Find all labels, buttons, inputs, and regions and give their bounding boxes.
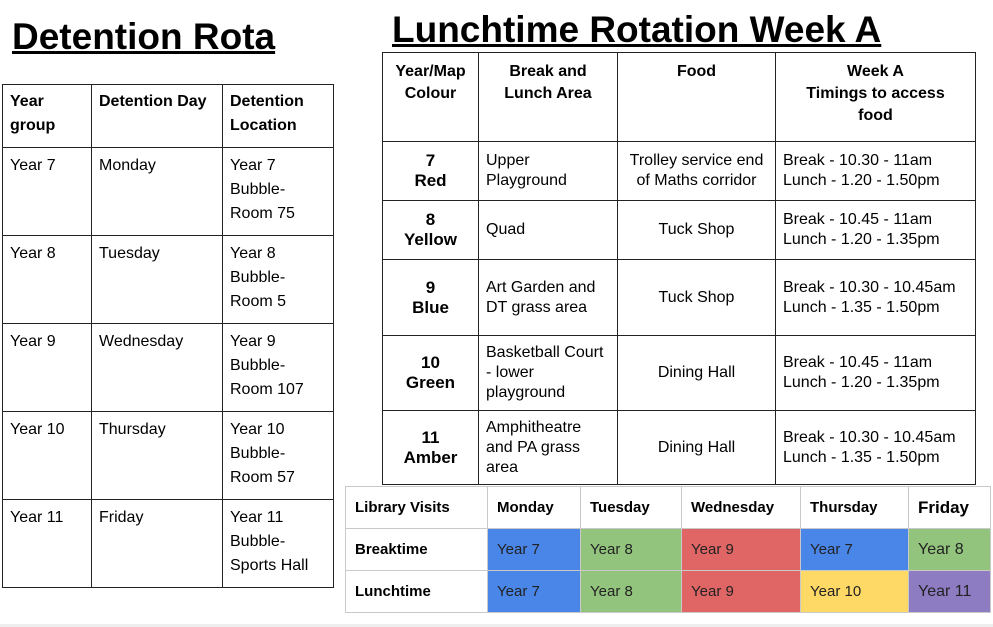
- table-row: [383, 260, 976, 336]
- header-line: Lunch Area: [504, 85, 592, 102]
- table-header-row: [383, 53, 976, 142]
- area-line: DT grass area: [486, 298, 588, 316]
- lunch-time: Lunch - 1.20 - 1.35pm: [783, 374, 940, 391]
- day-cell: Monday: [92, 148, 223, 236]
- area-line: Art Garden and: [486, 278, 596, 296]
- food-cell: [618, 336, 776, 411]
- visit-cell: Year 8: [581, 571, 682, 613]
- year-colour-cell: [383, 201, 479, 260]
- day-cell: Wednesday: [92, 324, 223, 412]
- lunch-time: Lunch - 1.20 - 1.35pm: [783, 231, 940, 248]
- food-line: Dining Hall: [657, 364, 736, 381]
- map-colour: Green: [405, 373, 456, 392]
- visit-cell: Year 7: [488, 529, 581, 571]
- location-line: Year 7: [230, 157, 276, 174]
- year-number: 7: [425, 151, 436, 170]
- visit-cell: Year 10: [801, 571, 909, 613]
- break-time: Break - 10.30 - 11am: [783, 152, 933, 169]
- location-line: Year 10: [230, 421, 285, 438]
- location-line: Bubble-: [230, 445, 286, 462]
- header-line: Colour: [404, 85, 457, 102]
- visit-cell: Year 9: [682, 571, 801, 613]
- visit-cell: Year 8: [909, 529, 991, 571]
- map-colour: Amber: [403, 447, 458, 467]
- area-line: Quad: [486, 221, 526, 238]
- location-line: Room 107: [230, 381, 304, 398]
- break-time: Break - 10.30 - 10.45am: [783, 278, 956, 296]
- location-line: Sports Hall: [230, 557, 309, 574]
- area-line: - lower: [486, 364, 535, 381]
- table-header-row: [346, 487, 991, 529]
- lunch-time: Lunch - 1.35 - 1.50pm: [783, 298, 940, 316]
- food-line: Tuck Shop: [658, 221, 735, 238]
- year-cell: Year 10: [3, 412, 92, 500]
- header-line: Break and: [509, 63, 587, 80]
- map-colour: Red: [414, 171, 447, 190]
- year-cell: Year 7: [3, 148, 92, 236]
- year-colour-cell: [383, 260, 479, 336]
- header-tuesday: Tuesday: [581, 487, 682, 529]
- area-cell: [479, 336, 618, 411]
- row-label-lunchtime: Lunchtime: [346, 571, 488, 613]
- location-line: Year 11: [230, 509, 284, 526]
- header-friday: Friday: [909, 487, 991, 529]
- location-line: Bubble-: [230, 181, 286, 198]
- food-cell: [618, 201, 776, 260]
- location-cell: [223, 412, 334, 500]
- table-row: [3, 324, 334, 412]
- location-line: Bubble-: [230, 357, 286, 374]
- break-time: Break - 10.45 - 11am: [783, 211, 933, 228]
- year-cell: Year 8: [3, 236, 92, 324]
- area-cell: [479, 142, 618, 201]
- day-cell: Tuesday: [92, 236, 223, 324]
- location-line: Year 9: [230, 333, 276, 350]
- location-cell: [223, 500, 334, 588]
- timing-cell: [776, 411, 976, 485]
- location-line: Bubble-: [230, 533, 286, 550]
- header-line: Year/Map: [395, 63, 466, 80]
- timing-cell: [776, 336, 976, 411]
- food-cell: [618, 142, 776, 201]
- food-cell: [618, 411, 776, 485]
- area-line: Basketball Court: [486, 344, 604, 361]
- header-thursday: Thursday: [801, 487, 909, 529]
- lunch-time: Lunch - 1.35 - 1.50pm: [783, 448, 940, 466]
- table-row: [383, 201, 976, 260]
- header-library-visits: Library Visits: [346, 487, 488, 529]
- year-number: 11: [421, 427, 440, 447]
- year-cell: Year 9: [3, 324, 92, 412]
- location-cell: [223, 324, 334, 412]
- table-row: [3, 500, 334, 588]
- area-line: playground: [486, 384, 566, 401]
- header-year-map-colour: [383, 53, 479, 142]
- table-row: [3, 148, 334, 236]
- lunch-time: Lunch - 1.20 - 1.50pm: [783, 172, 940, 189]
- area-cell: [479, 201, 618, 260]
- header-line: Timings to access: [806, 85, 945, 102]
- table-row: [383, 142, 976, 201]
- location-cell: [223, 148, 334, 236]
- table-row: [383, 336, 976, 411]
- detention-rota-title: Detention Rota: [12, 16, 276, 57]
- table-row: [3, 412, 334, 500]
- year-number: 8: [425, 210, 436, 229]
- location-line: Room 57: [230, 469, 295, 486]
- location-cell: [223, 236, 334, 324]
- table-row: [346, 571, 991, 613]
- area-line: Upper: [486, 152, 530, 169]
- year-colour-cell: [383, 411, 479, 485]
- visit-cell: Year 7: [801, 529, 909, 571]
- library-visits-table: [345, 486, 991, 613]
- break-time: Break - 10.30 - 10.45am: [783, 428, 956, 446]
- visit-cell: Year 8: [581, 529, 682, 571]
- table-row: [383, 411, 976, 485]
- timing-cell: [776, 260, 976, 336]
- timing-cell: [776, 142, 976, 201]
- food-line: Dining Hall: [657, 438, 736, 456]
- location-line: Room 5: [230, 293, 287, 310]
- year-colour-cell: [383, 142, 479, 201]
- header-detention-day: Detention Day: [92, 85, 223, 148]
- break-time: Break - 10.45 - 11am: [783, 354, 933, 371]
- map-colour: Yellow: [404, 230, 457, 249]
- visit-cell: Year 7: [488, 571, 581, 613]
- location-line: Room 75: [230, 205, 295, 222]
- food-line: of Maths corridor: [636, 172, 757, 189]
- header-break-lunch-area: [479, 53, 618, 142]
- day-cell: Friday: [92, 500, 223, 588]
- table-header-row: [3, 85, 334, 148]
- year-colour-cell: [383, 336, 479, 411]
- header-line: Food: [676, 63, 717, 80]
- year-number: 10: [421, 353, 440, 372]
- day-cell: Thursday: [92, 412, 223, 500]
- visit-cell: Year 9: [682, 529, 801, 571]
- area-line: and PA grass: [486, 438, 580, 456]
- visit-cell: Year 11: [909, 571, 991, 613]
- lunchtime-rotation-table: [382, 52, 976, 485]
- year-number: 9: [425, 277, 436, 297]
- header-detention-location: Detention Location: [223, 85, 334, 148]
- header-line: food: [858, 107, 893, 124]
- area-line: Playground: [486, 172, 567, 189]
- header-year-group: Year group: [3, 85, 92, 148]
- timing-cell: [776, 201, 976, 260]
- header-wednesday: Wednesday: [682, 487, 801, 529]
- detention-rota-table: [2, 84, 334, 588]
- food-line: Tuck Shop: [658, 288, 735, 306]
- year-cell: Year 11: [3, 500, 92, 588]
- table-row: [346, 529, 991, 571]
- table-row: [3, 236, 334, 324]
- area-cell: [479, 411, 618, 485]
- food-line: Trolley service end: [629, 152, 764, 169]
- map-colour: Blue: [412, 297, 449, 317]
- area-line: Amphitheatre: [486, 418, 582, 436]
- food-cell: [618, 260, 776, 336]
- header-line: Week A: [847, 63, 904, 80]
- location-line: Bubble-: [230, 269, 286, 286]
- area-cell: [479, 260, 618, 336]
- area-line: area: [486, 458, 519, 476]
- row-label-breaktime: Breaktime: [346, 529, 488, 571]
- location-line: Year 8: [230, 245, 276, 262]
- lunchtime-rotation-title: Lunchtime Rotation Week A: [392, 9, 882, 50]
- header-timings: [776, 53, 976, 142]
- header-food: [618, 53, 776, 142]
- header-monday: Monday: [488, 487, 581, 529]
